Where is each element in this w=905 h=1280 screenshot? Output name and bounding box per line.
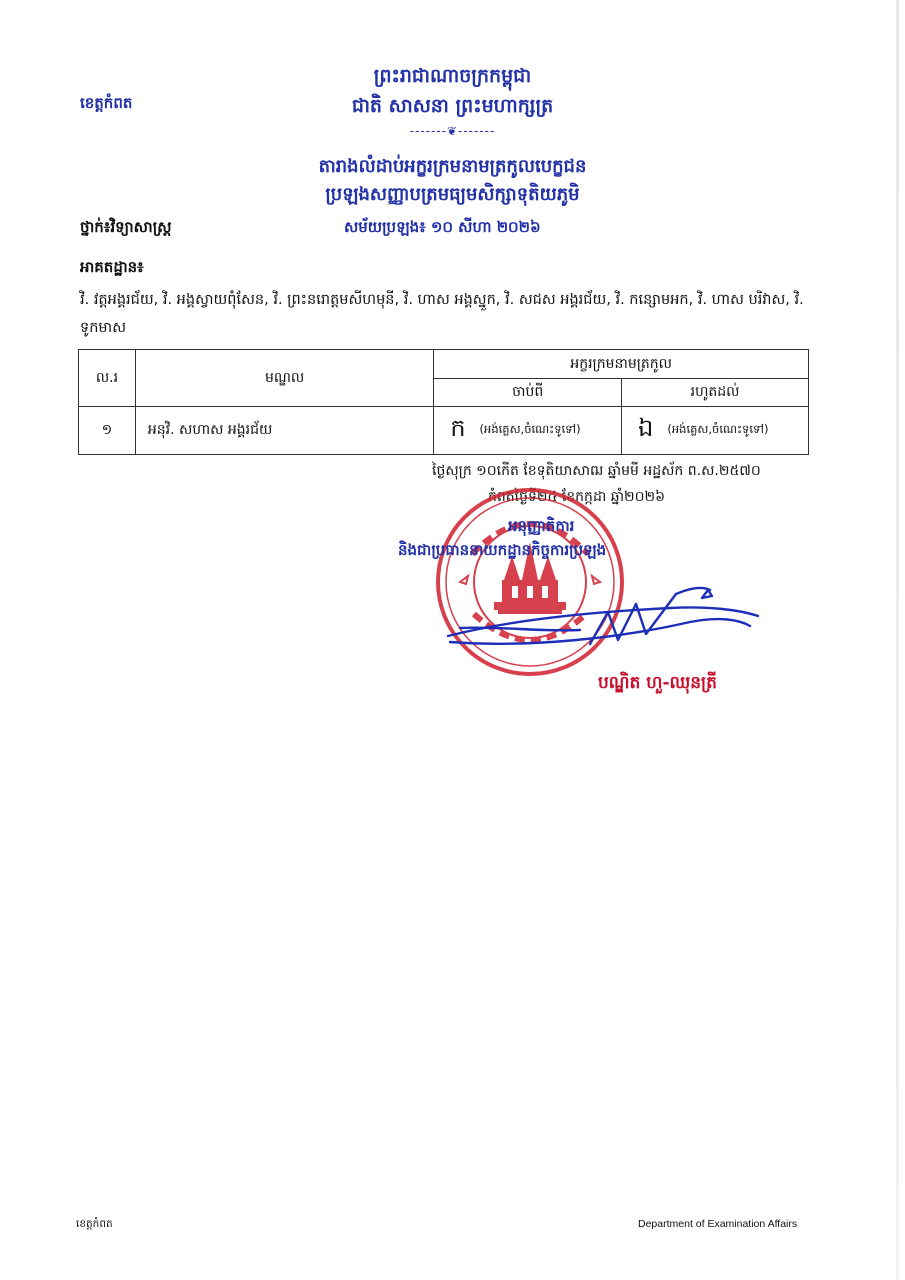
grade-label: ថ្នាក់៖វិទ្យាសាស្ត្រ [80,218,172,236]
approval-title: អនុញ្ញាតិការ [508,517,575,535]
to-letter: ឯ [638,414,654,442]
row-center: អនុវិ. សហាស អង្គរជ័យ [135,407,433,455]
exam-session: សម័យប្រឡង៖ ១០ សីហា ២០២៦ [344,218,541,236]
table-row [79,407,809,455]
kingdom-line-1: ព្រះរាជាណាចក្រកម្ពុជា [373,65,532,87]
centers-list: វិ. វត្តអង្គរជ័យ, វិ. អង្គស្វាយពុំសែន, វិ. ព្រះនរោត្តមសីហមុនី, វិ. ហាស អង្គស្នួក, វិ. សជស អង្គរជ័យ, វិ. កន្សោមអក, វិ. ហាស បរិវាស, វិ. ទូកមាស [80,292,804,336]
signatory-role: និងជាប្រធាននាយកដ្ឋានកិច្ចការប្រឡង [398,541,607,559]
date-solar: កំពតថ្ងៃទី២៤ ខែកក្កដា ឆ្នាំ២០២៦ [488,489,666,505]
to-note: (អង់គ្លេស,ចំណេះទូទៅ) [667,422,769,436]
province-label: ខេត្តកំពត [80,94,133,112]
col-header-from: ចាប់ពី [434,379,622,407]
col-header-alphabet: អក្ខរក្រមនាមត្រកូល [434,350,809,379]
row-number: ១ [79,407,136,455]
row-from [434,407,622,455]
document-title-line-1: តារាងលំដាប់អក្ខរក្រមនាមត្រកូលបេក្ខជន [318,156,587,177]
signatory-name: បណ្ឌិត ហួ-ឈុនត្រី [598,673,717,693]
from-note: (អង់គ្លេស,ចំណេះទូទៅ) [479,422,581,436]
date-lunar: ថ្ងៃសុក្រ ១០កើត ខែទុតិយាសាឍ ឆ្នាំមមី អដ្ឋស័ក ព.ស.២៥៧០ [432,463,761,479]
from-letter: ក [450,414,466,442]
handwritten-signature [440,582,770,662]
footer-province: ខេត្តកំពត [76,1218,113,1230]
row-to [622,407,809,455]
table-header-row [79,350,809,379]
footer-department: Department of Examination Affairs [638,1218,798,1230]
centers-label: អាគតដ្ឋាន៖ [80,258,144,276]
col-header-to: រហូតដល់ [622,379,809,407]
alphabet-table [78,349,809,455]
ornament-divider: -------❦------- [409,124,496,138]
col-header-no: ល.រ [79,350,136,407]
document-title-line-2: ប្រឡងសញ្ញាបត្រមធ្យមសិក្សាទុតិយភូមិ [325,184,580,205]
col-header-center: មណ្ឌល [135,350,433,407]
kingdom-line-2: ជាតិ សាសនា ព្រះមហាក្សត្រ [351,95,554,117]
